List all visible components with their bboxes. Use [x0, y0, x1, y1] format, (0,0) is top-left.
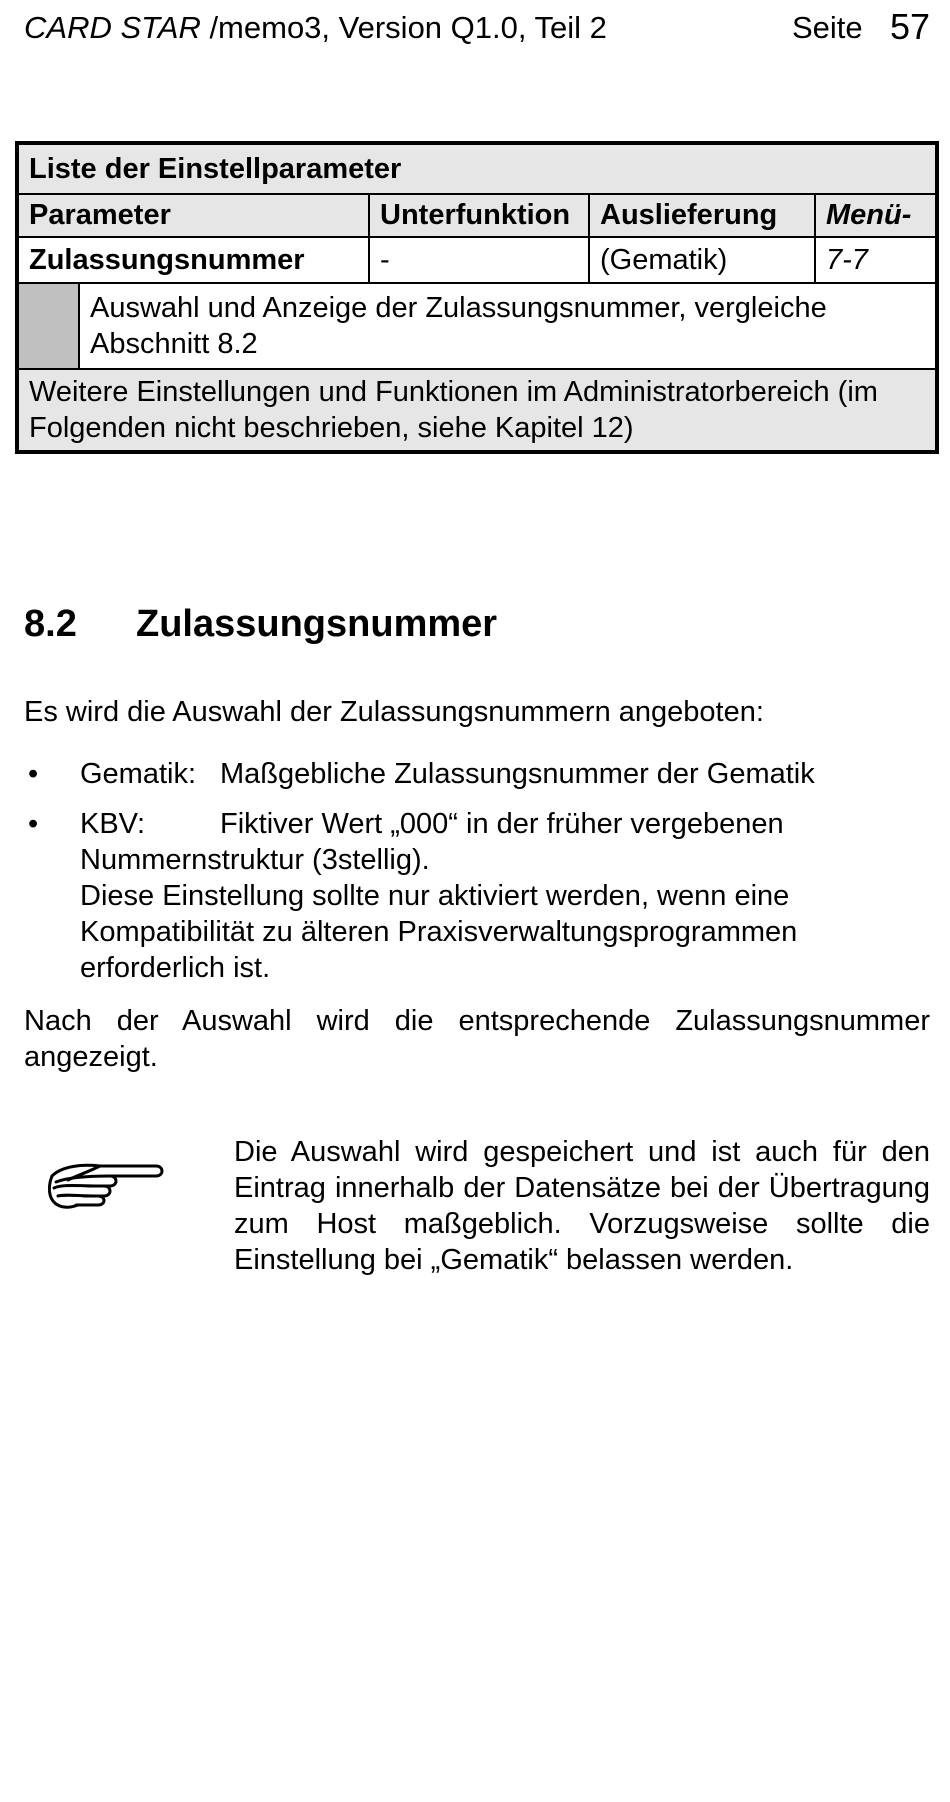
- column-header-auslieferung: Auslieferung: [589, 194, 815, 237]
- page-number: 57: [889, 6, 930, 47]
- page-label: Seite: [792, 10, 863, 45]
- cell-description: Auswahl und Anzeige der Zulassungsnummer, vergleiche Abschnitt 8.2: [79, 283, 937, 369]
- column-header-parameter: Parameter: [17, 194, 369, 237]
- cell-menu: 7-7: [815, 237, 937, 283]
- product-name: CARD STAR: [24, 10, 201, 45]
- cell-auslieferung: (Gematik): [589, 237, 815, 283]
- table-title-row: [17, 143, 937, 194]
- section-heading: [24, 603, 497, 646]
- bullet-text: Fiktiver Wert „000“ in der früher vergebenen Nummernstruktur (3stellig).: [80, 808, 784, 876]
- shaded-cell: [17, 283, 79, 369]
- table-header-row: [17, 194, 937, 237]
- bullet-text: Maßgebliche Zulassungsnummer der Gematik: [220, 758, 815, 790]
- bullet-label: KBV:: [80, 808, 146, 840]
- pointing-hand-icon: [48, 1158, 164, 1214]
- table-description-row: [17, 283, 937, 369]
- bullet-extra-text: Diese Einstellung sollte nur aktiviert werden, wenn eine Kompatibilität zu älteren Praxisverwaltungsprogrammen erforderlich ist.: [80, 880, 798, 984]
- bullet-dot: •: [28, 758, 39, 790]
- bullet-list: [24, 756, 930, 1000]
- table-footer: Weitere Einstellungen und Funktionen im Administratorbereich (im Folgenden nicht beschrieben, siehe Kapitel 12): [17, 369, 937, 452]
- section-number: 8.2: [24, 603, 77, 645]
- column-header-unterfunktion: Unterfunktion: [369, 194, 589, 237]
- page-header: [24, 8, 930, 52]
- document-version: /memo3, Version Q1.0, Teil 2: [200, 10, 607, 45]
- intro-paragraph: Es wird die Auswahl der Zulassungsnummern angeboten:: [24, 696, 764, 728]
- section-title: Zulassungsnummer: [136, 603, 498, 645]
- table-footer-row: [17, 369, 937, 452]
- after-paragraph: Nach der Auswahl wird die entsprechende Zulassungsnummer angezeigt.: [24, 1005, 930, 1073]
- table-title: Liste der Einstellparameter: [17, 143, 937, 194]
- list-item: [24, 756, 930, 792]
- bullet-label: Gematik:: [80, 758, 197, 790]
- document-title: [24, 10, 607, 46]
- note-text: Die Auswahl wird gespeichert und ist auch für den Eintrag innerhalb der Datensätze bei der Übertragung zum Host maßgeblich. Vorzugsweise sollte die Einstellung bei „Gematik“ belassen werden.: [234, 1136, 930, 1276]
- note-paragraph: [234, 1134, 930, 1278]
- list-item: [24, 806, 930, 986]
- cell-unterfunktion: -: [369, 237, 589, 283]
- column-header-menu: Menü-: [815, 194, 937, 237]
- bullet-dot: •: [28, 808, 39, 840]
- parameter-table: [15, 141, 939, 454]
- table-row: [17, 237, 937, 283]
- cell-parameter: Zulassungsnummer: [17, 237, 369, 283]
